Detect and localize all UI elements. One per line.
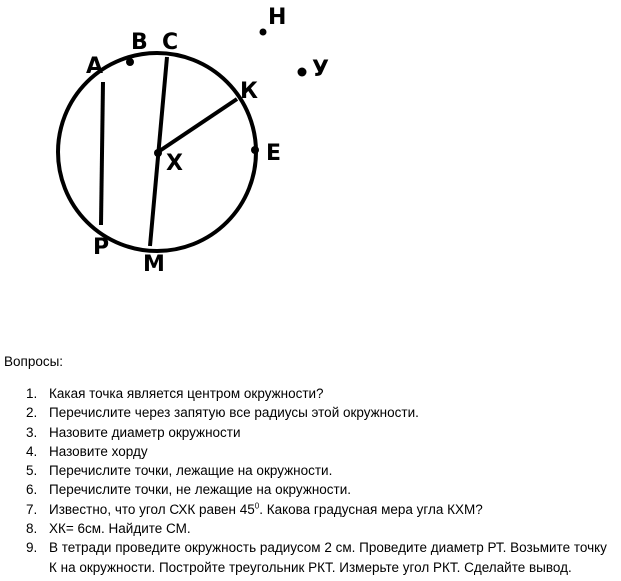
question-text: Назовите хорду	[49, 443, 148, 459]
question-text: Перечислите через запятую все радиусы этой окружности.	[49, 405, 419, 421]
question-item	[0, 423, 621, 442]
question-text: Назовите диаметр окружности	[49, 424, 241, 440]
question-item	[0, 538, 621, 577]
point-h-dot	[260, 29, 267, 36]
label-p: Р	[93, 235, 110, 260]
question-number: 9.	[26, 540, 38, 556]
question-number: 6.	[26, 482, 38, 498]
question-item	[0, 480, 621, 499]
question-text: В тетради проведите окружность радиусом 2 см. Проведите диаметр РТ. Возьмите точку К на окружности. Постройте треугольник РКТ. Измерьте угол РКТ. Сделайте вывод.	[49, 540, 607, 575]
label-b: В	[131, 30, 148, 55]
label-y: У	[312, 57, 329, 82]
question-number: 8.	[26, 521, 38, 537]
question-item	[0, 500, 621, 519]
point-e-dot	[251, 146, 259, 154]
question-item	[0, 384, 621, 403]
question-number: 1.	[26, 386, 38, 401]
question-number: 2.	[26, 405, 38, 421]
radius-xk	[158, 99, 237, 152]
label-k: К	[240, 79, 258, 104]
question-number: 3.	[26, 424, 38, 440]
chord-ap	[101, 82, 103, 225]
label-c: С	[162, 30, 179, 55]
question-text-before: Известно, что угол СХК равен 45	[49, 501, 255, 517]
question-text: ХК= 6см. Найдите СМ.	[49, 521, 191, 537]
question-text: Перечислите точки, лежащие на окружности.	[49, 463, 333, 479]
point-y-dot	[298, 68, 307, 77]
question-item	[0, 403, 621, 422]
label-m: М	[143, 252, 165, 277]
label-h: Н	[268, 5, 287, 30]
question-text: Перечислите точки, не лежащие на окружности.	[49, 482, 352, 498]
question-number: 4.	[26, 443, 38, 459]
question-item	[0, 519, 621, 538]
question-item	[0, 461, 621, 480]
question-number: 5.	[26, 463, 38, 479]
label-a: А	[86, 54, 104, 79]
question-text-after: . Какова градусная мера угла КХМ?	[259, 501, 483, 517]
questions-heading: Вопросы:	[4, 354, 64, 369]
degree-superscript: 0	[254, 501, 260, 511]
point-b-dot	[126, 58, 134, 66]
label-x: Х	[166, 151, 183, 176]
point-x-dot	[154, 149, 162, 157]
questions-list	[0, 384, 621, 577]
question-text: Какая точка является центром окружности?	[49, 386, 324, 401]
label-e: Е	[266, 141, 282, 166]
question-item	[0, 442, 621, 461]
question-number: 7.	[26, 501, 38, 517]
